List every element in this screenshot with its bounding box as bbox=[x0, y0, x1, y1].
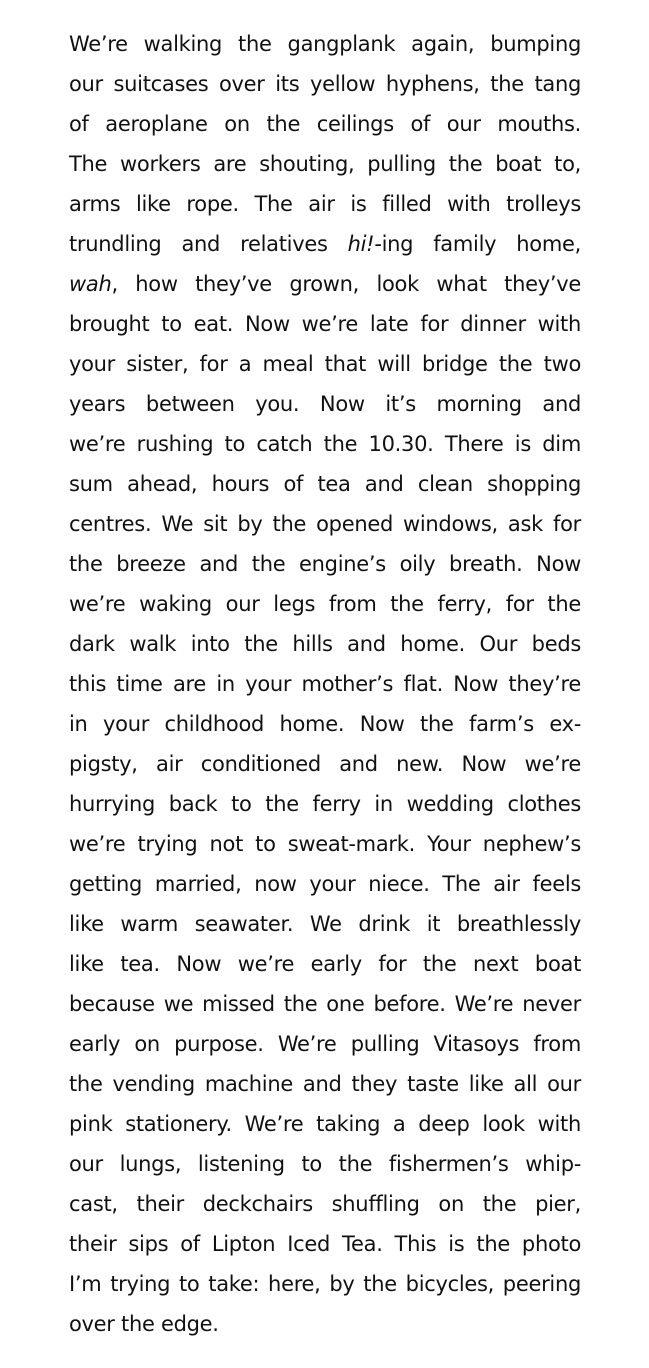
poem-text: hurrying back to the ferry in wedding clothes bbox=[69, 792, 581, 816]
poem-line bbox=[69, 704, 581, 744]
poem-text: early on purpose. We’re pulling Vitasoys from bbox=[69, 1032, 581, 1056]
poem-text: I’m trying to take: here, by the bicycles, peering bbox=[69, 1272, 581, 1296]
poem-line bbox=[69, 24, 581, 64]
poem-line bbox=[69, 984, 581, 1024]
poem-line bbox=[69, 1064, 581, 1104]
poem-line bbox=[69, 544, 581, 584]
poem-text: pigsty, air conditioned and new. Now we’re bbox=[69, 752, 581, 776]
poem-line bbox=[69, 304, 581, 344]
poem-line bbox=[69, 184, 581, 224]
poem-text: -ing family home, bbox=[374, 232, 581, 256]
poem-text-block bbox=[69, 24, 581, 1344]
poem-line bbox=[69, 664, 581, 704]
poem-text: brought to eat. Now we’re late for dinner with bbox=[69, 312, 581, 336]
poem-italic-text: hi! bbox=[347, 232, 375, 256]
poem-text: in your childhood home. Now the farm’s ex- bbox=[69, 712, 581, 736]
poem-text: because we missed the one before. We’re never bbox=[69, 992, 581, 1016]
poem-line bbox=[69, 144, 581, 184]
poem-text: sum ahead, hours of tea and clean shopping bbox=[69, 472, 581, 496]
poem-text: the breeze and the engine’s oily breath. Now bbox=[69, 552, 581, 576]
poem-line bbox=[69, 904, 581, 944]
poem-text: our suitcases over its yellow hyphens, the tang bbox=[69, 72, 581, 96]
poem-line bbox=[69, 264, 581, 304]
poem-line bbox=[69, 1264, 581, 1304]
poem-line bbox=[69, 944, 581, 984]
poem-text: arms like rope. The air is filled with trolleys bbox=[69, 192, 581, 216]
poem-text: like warm seawater. We drink it breathlessly bbox=[69, 912, 581, 936]
poem-text: we’re waking our legs from the ferry, for the bbox=[69, 592, 581, 616]
poem-line bbox=[69, 1144, 581, 1184]
poem-line bbox=[69, 224, 581, 264]
poem-text: , how they’ve grown, look what they’ve bbox=[111, 272, 581, 296]
poem-text: your sister, for a meal that will bridge the two bbox=[69, 352, 581, 376]
poem-text: this time are in your mother’s flat. Now they’re bbox=[69, 672, 581, 696]
poem-line bbox=[69, 1024, 581, 1064]
poem-line bbox=[69, 1304, 581, 1344]
poem-line bbox=[69, 1224, 581, 1264]
poem-text: cast, their deckchairs shuffling on the pier, bbox=[69, 1192, 581, 1216]
poem-line bbox=[69, 784, 581, 824]
poem-line bbox=[69, 344, 581, 384]
poem-text: like tea. Now we’re early for the next boat bbox=[69, 952, 581, 976]
poem-text: centres. We sit by the opened windows, ask for bbox=[69, 512, 581, 536]
poem-text: we’re rushing to catch the 10.30. There is dim bbox=[69, 432, 581, 456]
poem-text: the vending machine and they taste like all our bbox=[69, 1072, 581, 1096]
poem-line bbox=[69, 1184, 581, 1224]
poem-text: we’re trying not to sweat-mark. Your nephew’s bbox=[69, 832, 581, 856]
poem-line bbox=[69, 624, 581, 664]
poem-text: dark walk into the hills and home. Our beds bbox=[69, 632, 581, 656]
poem-line bbox=[69, 744, 581, 784]
poem-line bbox=[69, 384, 581, 424]
poem-text: pink stationery. We’re taking a deep look with bbox=[69, 1112, 581, 1136]
poem-text: years between you. Now it’s morning and bbox=[69, 392, 581, 416]
poem-text: The workers are shouting, pulling the boat to, bbox=[69, 152, 581, 176]
poem-line bbox=[69, 1104, 581, 1144]
poem-line bbox=[69, 824, 581, 864]
poem-line bbox=[69, 64, 581, 104]
poem-text: over the edge. bbox=[69, 1312, 219, 1336]
poem-text: of aeroplane on the ceilings of our mouths. bbox=[69, 112, 581, 136]
poem-line bbox=[69, 424, 581, 464]
poem-text: getting married, now your niece. The air feels bbox=[69, 872, 581, 896]
poem-line bbox=[69, 864, 581, 904]
poem-text: trundling and relatives bbox=[69, 232, 348, 256]
poem-line bbox=[69, 504, 581, 544]
poem-line bbox=[69, 104, 581, 144]
poem-line bbox=[69, 464, 581, 504]
poem-italic-text: wah bbox=[69, 272, 112, 296]
poem-line bbox=[69, 584, 581, 624]
poem-text: our lungs, listening to the fishermen’s whip- bbox=[69, 1152, 581, 1176]
poem-text: their sips of Lipton Iced Tea. This is the photo bbox=[69, 1232, 581, 1256]
poem-text: We’re walking the gangplank again, bumping bbox=[69, 32, 581, 56]
